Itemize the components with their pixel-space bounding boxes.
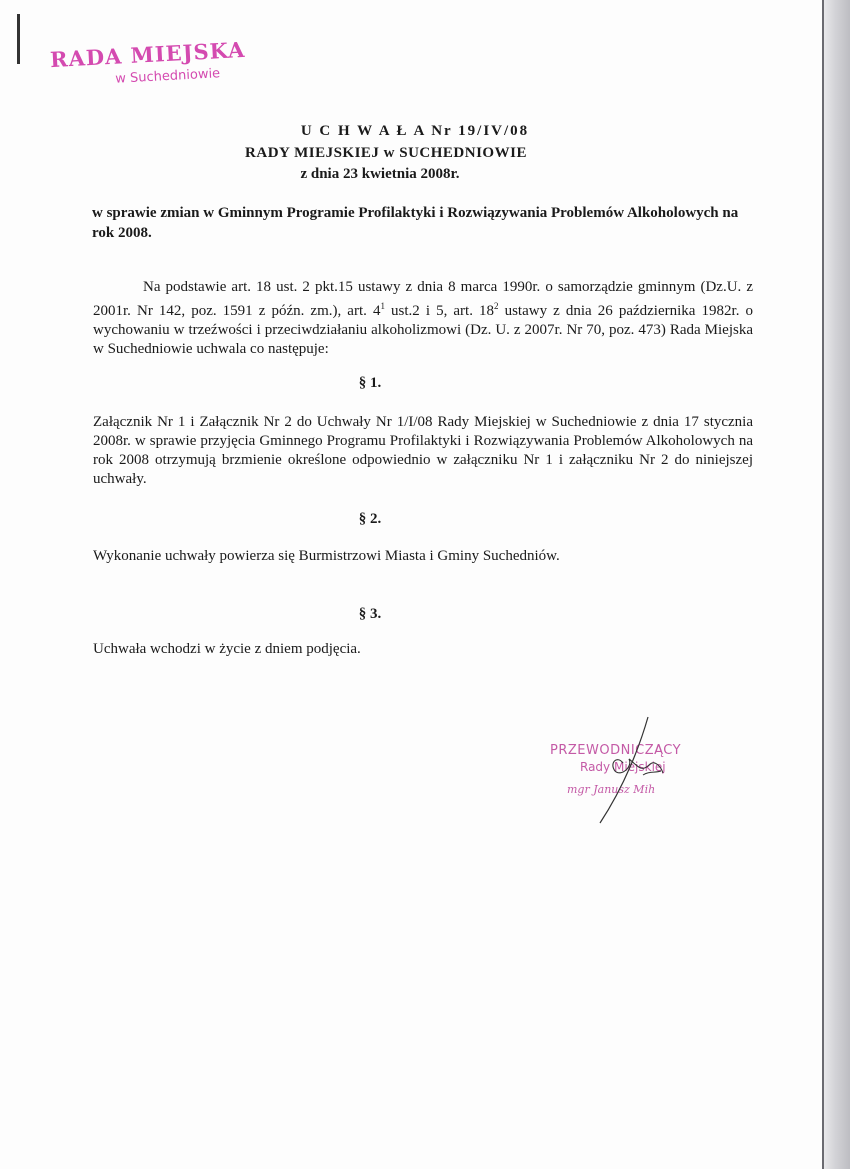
section-1-heading: § 1. <box>358 375 382 391</box>
preamble-sup2: 2 <box>494 301 499 311</box>
handwritten-signature <box>545 715 705 825</box>
section-1-text: Załącznik Nr 1 i Załącznik Nr 2 do Uchwały Nr 1/I/08 Rady Miejskiej w Suchedniowie z dnia 17 stycznia 2008r. w sprawie przyjęcia Gminnego Programu Profilaktyki i Rozwiązywania Problemów Alkoholowych na rok 2008 otrzymują brzmienie określone odpowiednio w załączniku Nr 1 i załączniku Nr 2 do niniejszej uchwały. <box>93 414 753 487</box>
preamble-part2: ust.2 i 5, art. 18 <box>384 303 495 319</box>
section-2-heading: § 2. <box>358 511 382 527</box>
signature-name: mgr Janusz Mih <box>567 783 656 796</box>
section-3-text: Uchwała wchodzi w życie z dniem podjęcia. <box>93 641 361 657</box>
council-name: RADY MIEJSKIEJ w SUCHEDNIOWIE <box>245 145 527 161</box>
stamp-subtitle: w Suchedniowie <box>114 66 221 87</box>
resolution-number: U C H W A Ł A Nr 19/IV/08 <box>300 123 530 139</box>
signature-subtitle: Rady Miejskiej <box>580 760 666 774</box>
section-3-heading: § 3. <box>358 606 382 622</box>
stamp-title: RADA MIEJSKA <box>49 36 246 73</box>
scan-mark <box>17 14 20 64</box>
preamble-part3: ustawy z dnia 26 października 1982r. o wychowaniu w trzeźwości i przeciwdziałaniu alkoholizmowi (Dz. U. z 2007r. Nr 70, poz. 473) Rada Miejska w Suchedniowie uchwala co następuje: <box>93 303 754 357</box>
signature-title: PRZEWODNICZĄCY <box>550 743 682 758</box>
section-2-text: Wykonanie uchwały powierza się Burmistrzowi Miasta i Gminy Suchedniów. <box>93 548 560 564</box>
council-stamp <box>49 36 246 87</box>
preamble-part1: Na podstawie art. 18 ust. 2 pkt.15 ustawy z dnia 8 marca 1990r. o samorządzie gminnym (Dz.U. z 2001r. Nr 142, poz. 1591 z późn. zm.), art. 4 <box>93 279 753 319</box>
scan-edge <box>824 0 850 1169</box>
preamble-sup1: 1 <box>380 301 385 311</box>
resolution-subject: w sprawie zmian w Gminnym Programie Profilaktyki i Rozwiązywania Problemów Alkoholowych na rok 2008. <box>92 205 739 241</box>
signature-block <box>545 715 705 825</box>
preamble-paragraph <box>93 278 753 359</box>
resolution-date: z dnia 23 kwietnia 2008r. <box>300 166 460 182</box>
